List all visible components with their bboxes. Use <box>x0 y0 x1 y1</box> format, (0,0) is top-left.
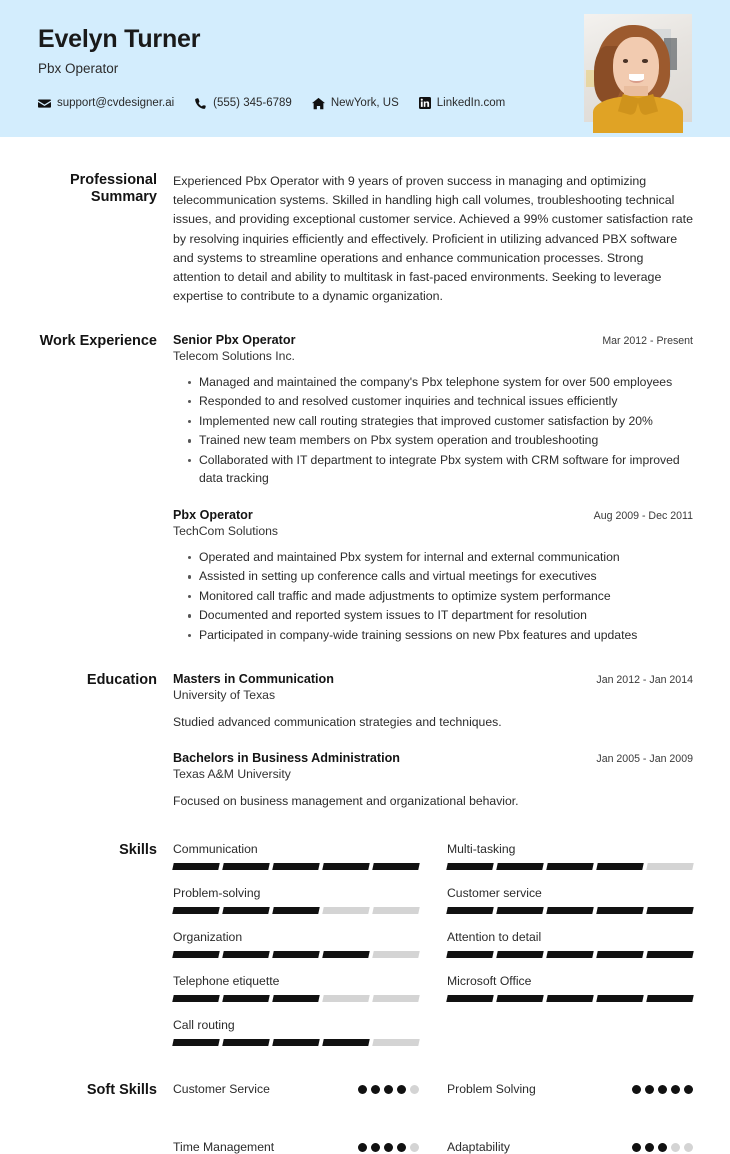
soft-skill-dot <box>658 1085 667 1094</box>
skill-bar-segment <box>222 995 269 1002</box>
skill-level-bar <box>173 951 419 958</box>
work-bullet: Collaborated with IT department to integrate Pbx system with CRM software for improved data tracking <box>188 451 693 488</box>
work-entries <box>157 333 693 646</box>
skill-item <box>447 930 693 958</box>
work-entry <box>173 333 693 488</box>
skill-bar-segment <box>596 995 643 1002</box>
education-school: Texas A&M University <box>173 766 291 781</box>
soft-skill-dot <box>658 1143 667 1152</box>
soft-skill-name: Time Management <box>173 1140 275 1154</box>
work-bullet: Operated and maintained Pbx system for internal and external communication <box>188 548 693 567</box>
skill-bar-segment <box>322 907 369 914</box>
skill-bar-segment <box>222 907 269 914</box>
work-bullet: Managed and maintained the company's Pbx telephone system for over 500 employees <box>188 373 693 392</box>
work-bullet: Assisted in setting up conference calls and virtual meetings for executives <box>188 567 693 586</box>
skill-item <box>447 974 693 1002</box>
skills-grid <box>173 842 693 1046</box>
work-company: TechCom Solutions <box>173 523 278 538</box>
summary-text: Experienced Pbx Operator with 9 years of proven success in managing and optimizing telecommunication systems. Skilled in handling high call volumes, troubleshooting technical issues, and providing exceptional customer service. Achieved a 99% customer satisfaction rate by resolving inquiries efficiently and effectively. Proficient in utilizing advanced PBX software and systems to streamline operations and enhance communication processes. Strong attention to detail and ability to multitask in fast-paced environments. Seeking to leverage expertise to contribute to a dynamic organization. <box>173 174 693 304</box>
soft-skill-dot <box>384 1085 393 1094</box>
skill-bar-segment <box>446 907 493 914</box>
soft-skill-dot <box>397 1143 406 1152</box>
section-work-experience <box>0 333 730 646</box>
work-job-title: Senior Pbx Operator <box>173 332 296 347</box>
soft-skill-dot <box>371 1085 380 1094</box>
soft-skill-dot <box>358 1085 367 1094</box>
skill-bar-segment <box>546 863 593 870</box>
work-company: Telecom Solutions Inc. <box>173 348 295 363</box>
work-entry <box>173 508 693 645</box>
skill-bar-segment <box>222 951 269 958</box>
contact-linkedin[interactable] <box>419 97 505 109</box>
skill-name: Organization <box>173 930 243 945</box>
linkedin-icon <box>419 97 431 109</box>
skill-bar-segment <box>546 907 593 914</box>
skill-bar-segment <box>646 907 693 914</box>
skill-level-bar <box>173 1039 419 1046</box>
education-entry <box>173 672 693 731</box>
skill-bar-segment <box>546 995 593 1002</box>
contact-email[interactable] <box>38 97 174 110</box>
skill-bar-segment <box>322 951 369 958</box>
section-label-skills: Skills <box>119 842 157 859</box>
contact-location-label: NewYork, US <box>330 97 399 109</box>
skill-bar-segment <box>172 1039 219 1046</box>
skill-bar-segment <box>222 1039 269 1046</box>
contact-email-label: support@cvdesigner.ai <box>57 97 175 109</box>
skill-bar-segment <box>372 995 419 1002</box>
contact-linkedin-label: LinkedIn.com <box>436 97 506 109</box>
skill-level-bar <box>447 907 693 914</box>
skill-bar-segment <box>496 863 543 870</box>
soft-skill-dot <box>671 1085 680 1094</box>
skill-bar-segment <box>172 863 219 870</box>
skill-bar-segment <box>372 1039 419 1046</box>
skill-level-bar <box>447 863 693 870</box>
skill-bar-segment <box>496 907 543 914</box>
section-education <box>0 672 730 811</box>
education-entry-head <box>173 672 693 686</box>
phone-icon <box>194 97 207 110</box>
envelope-icon <box>38 97 51 110</box>
education-school: University of Texas <box>173 687 276 702</box>
soft-skill-dot <box>645 1085 654 1094</box>
skill-bar-segment <box>372 951 419 958</box>
skill-bar-segment <box>172 995 219 1002</box>
education-entries <box>157 672 693 811</box>
soft-skill-dot <box>632 1085 641 1094</box>
soft-skill-dot <box>358 1143 367 1152</box>
skill-bar-segment <box>272 907 319 914</box>
soft-skill-name: Adaptability <box>447 1140 511 1154</box>
skill-item <box>447 886 693 914</box>
skill-name: Telephone etiquette <box>173 974 280 989</box>
soft-skill-dot <box>410 1085 419 1094</box>
soft-skill-name: Problem Solving <box>447 1082 536 1097</box>
work-date-range: Mar 2012 - Present <box>602 334 693 347</box>
skill-level-bar <box>173 863 419 870</box>
profile-photo <box>584 14 692 122</box>
work-bullet-list <box>173 548 693 645</box>
work-bullet: Participated in company-wide training sessions on new Pbx features and updates <box>188 626 693 645</box>
soft-skill-item <box>173 1140 419 1154</box>
skill-level-bar <box>173 907 419 914</box>
soft-skill-dot <box>384 1143 393 1152</box>
skill-bar-segment <box>272 951 319 958</box>
skill-name: Multi-tasking <box>447 842 516 857</box>
section-soft-skills <box>0 1082 730 1154</box>
work-bullet-list <box>173 373 693 488</box>
skill-bar-segment <box>272 863 319 870</box>
skill-bar-segment <box>446 863 493 870</box>
skill-level-bar <box>447 995 693 1002</box>
contact-phone-label: (555) 345-6789 <box>213 97 292 109</box>
resume-header <box>0 0 730 137</box>
soft-skill-dot <box>397 1085 406 1094</box>
skill-name: Call routing <box>173 1018 235 1033</box>
work-date-range: Aug 2009 - Dec 2011 <box>593 509 693 522</box>
work-job-title: Pbx Operator <box>173 507 253 522</box>
skill-bar-segment <box>272 1039 319 1046</box>
soft-skill-dot <box>632 1143 641 1152</box>
soft-skill-rating <box>632 1085 693 1094</box>
soft-skill-rating <box>358 1143 419 1152</box>
work-bullet: Documented and reported system issues to IT department for resolution <box>188 606 693 625</box>
skill-bar-segment <box>446 995 493 1002</box>
skill-level-bar <box>447 951 693 958</box>
skill-name: Customer service <box>447 886 542 901</box>
skill-bar-segment <box>546 951 593 958</box>
work-entry-head <box>173 508 693 522</box>
home-icon <box>312 97 325 110</box>
work-bullet: Responded to and resolved customer inquiries and technical issues efficiently <box>188 392 693 411</box>
contact-phone[interactable] <box>194 97 292 110</box>
skill-bar-segment <box>596 907 643 914</box>
skill-bar-segment <box>322 995 369 1002</box>
skill-bar-segment <box>222 863 269 870</box>
soft-skill-item <box>447 1140 693 1154</box>
skill-item <box>173 974 419 1002</box>
education-date-range: Jan 2012 - Jan 2014 <box>596 673 693 686</box>
skill-name: Microsoft Office <box>447 974 532 989</box>
skill-bar-segment <box>646 951 693 958</box>
work-bullet: Monitored call traffic and made adjustments to optimize system performance <box>188 587 693 606</box>
education-entry-head <box>173 751 693 765</box>
skill-name: Problem-solving <box>173 886 261 901</box>
education-degree: Masters in Communication <box>173 671 334 686</box>
skill-bar-segment <box>322 1039 369 1046</box>
skill-item <box>173 886 419 914</box>
work-entry-head <box>173 333 693 347</box>
skill-bar-segment <box>272 995 319 1002</box>
candidate-job-title: Pbx Operator <box>38 60 119 76</box>
skill-item <box>173 842 419 870</box>
soft-skill-rating <box>358 1085 419 1094</box>
skill-bar-segment <box>646 863 693 870</box>
skill-bar-segment <box>496 951 543 958</box>
skill-name: Attention to detail <box>447 930 542 945</box>
soft-skill-dot <box>645 1143 654 1152</box>
skill-bar-segment <box>372 907 419 914</box>
section-label-summary: Professional Summary <box>69 172 157 205</box>
skill-bar-segment <box>646 995 693 1002</box>
soft-skill-dot <box>684 1143 693 1152</box>
skill-name: Communication <box>173 842 258 857</box>
section-label-soft-skills: Soft Skills <box>86 1082 157 1099</box>
section-professional-summary <box>0 172 730 307</box>
education-date-range: Jan 2005 - Jan 2009 <box>596 752 693 765</box>
skill-item <box>447 842 693 870</box>
skill-bar-segment <box>172 907 219 914</box>
soft-skill-item <box>447 1082 693 1096</box>
work-bullet: Trained new team members on Pbx system operation and troubleshooting <box>188 431 693 450</box>
contact-location[interactable] <box>312 97 399 110</box>
work-bullet: Implemented new call routing strategies that improved customer satisfaction by 20% <box>188 412 693 431</box>
candidate-name: Evelyn Turner <box>38 25 201 53</box>
soft-skill-dot <box>410 1143 419 1152</box>
education-description: Focused on business management and organizational behavior. <box>173 793 519 808</box>
education-description: Studied advanced communication strategies and techniques. <box>173 714 502 729</box>
education-entry <box>173 751 693 810</box>
soft-skill-rating <box>632 1143 693 1152</box>
section-label-education: Education <box>86 671 157 688</box>
skill-bar-segment <box>496 995 543 1002</box>
soft-skill-dot <box>671 1143 680 1152</box>
soft-skill-dot <box>371 1143 380 1152</box>
soft-skill-name: Customer Service <box>173 1082 270 1097</box>
education-degree: Bachelors in Business Administration <box>173 750 400 765</box>
soft-skill-item <box>173 1082 419 1096</box>
skill-bar-segment <box>596 951 643 958</box>
section-skills <box>0 842 730 1046</box>
soft-skill-dot <box>684 1085 693 1094</box>
skill-bar-segment <box>372 863 419 870</box>
skill-bar-segment <box>322 863 369 870</box>
skill-item <box>173 930 419 958</box>
skill-item <box>173 1018 419 1046</box>
section-label-work: Work Experience <box>39 332 157 349</box>
soft-skills-grid <box>173 1082 693 1154</box>
skill-bar-segment <box>596 863 643 870</box>
skill-bar-segment <box>446 951 493 958</box>
skill-bar-segment <box>172 951 219 958</box>
skill-level-bar <box>173 995 419 1002</box>
